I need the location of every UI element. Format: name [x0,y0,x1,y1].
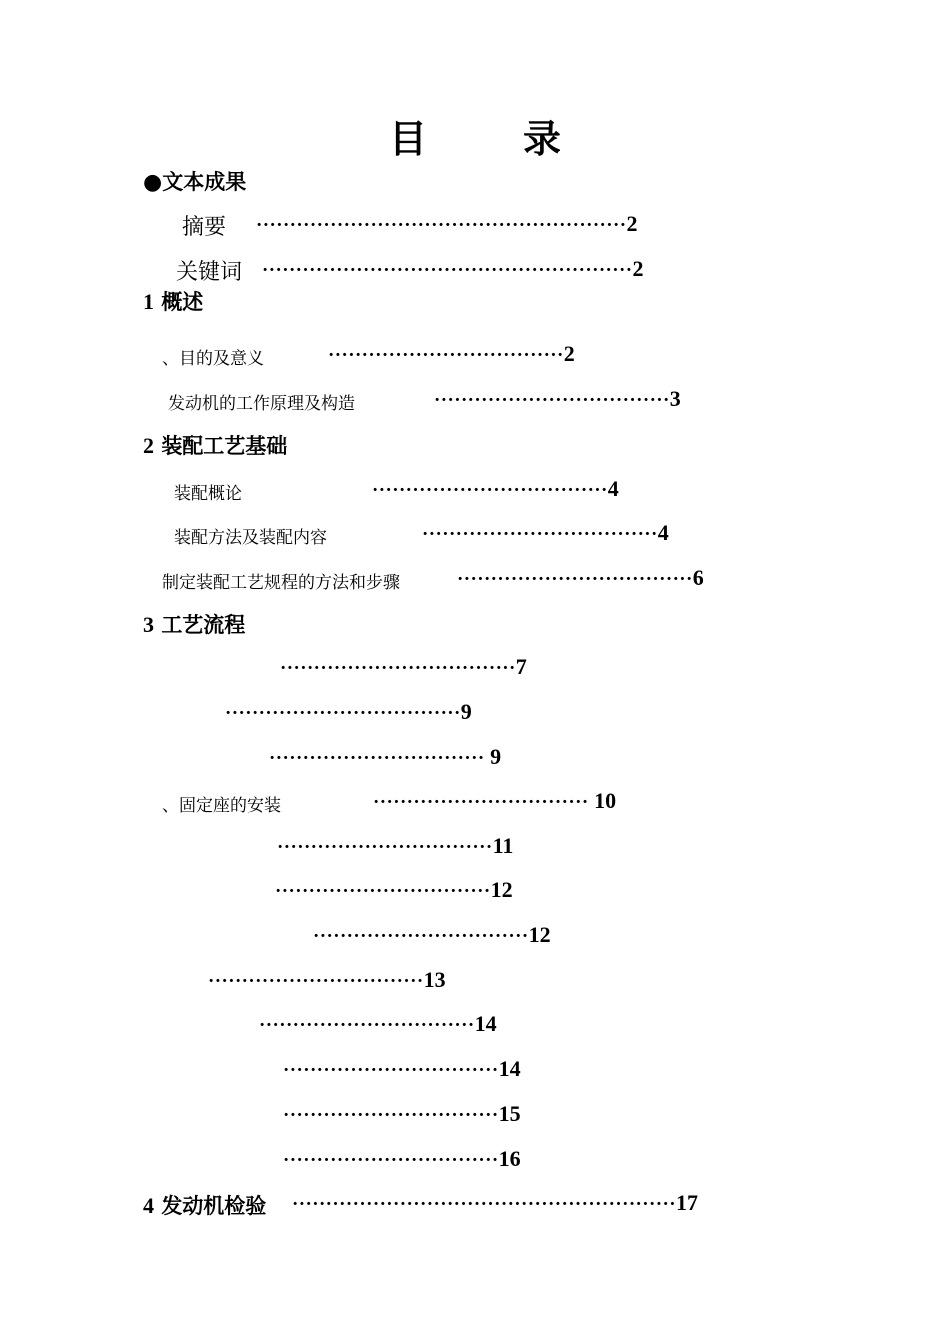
page-number: 7 [515,654,527,679]
leader-dots: ··································· [434,390,670,411]
page-number: 17 [675,1190,698,1215]
toc-leader-abstract [256,211,638,237]
section-label: 工艺流程 [161,613,246,637]
section-label: 装配工艺基础 [161,434,288,458]
page-number: 6 [692,565,704,590]
section-number: 3 [143,612,154,637]
toc-leader-assembly-intro [372,476,619,502]
page-number: 16 [498,1146,521,1171]
toc-leader-purpose [328,341,575,367]
page-number: 3 [669,386,681,411]
toc-leader-flow8 [208,967,446,993]
toc-leader-keywords [262,256,644,282]
text-results-heading [143,166,246,196]
section-number: 1 [143,289,154,314]
page-number: 15 [498,1101,521,1126]
page-number: 10 [588,788,617,813]
section-number: 4 [143,1193,154,1218]
toc-leader-flow10 [283,1056,521,1082]
section-1-heading [143,286,203,316]
toc-leader-flow3 [269,744,501,770]
toc-label-keywords: 关键词 [176,260,243,285]
leader-dots: ··································· [280,658,516,679]
text-results-label: 文本成果 [162,170,247,194]
toc-leader-flow2 [225,699,472,725]
leader-dots: ························································· [292,1194,676,1215]
leader-dots: ······················································· [262,260,633,281]
page-number: 11 [492,833,514,858]
page-number: 2 [563,341,575,366]
title-char-2: 录 [523,117,562,161]
leader-dots: ······················································· [256,215,627,236]
toc-leader-flow6 [275,877,513,903]
page-number: 2 [632,256,644,281]
section-3-heading [143,609,245,639]
section-number: 2 [143,433,154,458]
page-number: 4 [607,476,619,501]
page-number: 12 [528,922,551,947]
toc-leader-assembly-methods [422,520,669,546]
toc-leader-flow7 [313,922,551,948]
leader-dots: ································ [208,971,424,992]
toc-label-base-install: 、固定座的安装 [162,796,281,816]
toc-label-assembly-methods: 装配方法及装配内容 [174,528,327,548]
toc-leader-flow9 [259,1011,497,1037]
title-char-1: 目 [388,117,427,161]
toc-label-principle: 发动机的工作原理及构造 [168,394,355,414]
section-4-heading [143,1190,266,1220]
bullet-icon: ● [143,170,163,195]
section-label: 发动机检验 [161,1194,267,1218]
leader-dots: ································ [283,1150,499,1171]
leader-dots: ··································· [457,569,693,590]
section-2-heading [143,430,287,460]
page-number: 9 [484,744,502,769]
page-number: 14 [474,1011,497,1036]
leader-dots: ··································· [422,524,658,545]
leader-dots: ··································· [225,703,461,724]
page-number: 12 [490,877,513,902]
toc-label-purpose: 、目的及意义 [162,349,264,369]
leader-dots: ································ [313,926,529,947]
section-label: 概述 [161,290,204,314]
leader-dots: ································ [259,1015,475,1036]
page-title [0,108,950,163]
page-number: 13 [423,967,446,992]
toc-leader-inspection [292,1190,698,1216]
leader-dots: ································ [269,748,485,769]
leader-dots: ································ [277,837,493,858]
page-number: 14 [498,1056,521,1081]
leader-dots: ··································· [372,480,608,501]
toc-leader-base-install [373,788,616,814]
leader-dots: ··································· [328,345,564,366]
toc-label-assembly-rules: 制定装配工艺规程的方法和步骤 [162,573,400,593]
leader-dots: ································ [275,881,491,902]
toc-leader-principle [434,386,681,412]
leader-dots: ································ [283,1105,499,1126]
page-number: 2 [626,211,638,236]
toc-leader-flow11 [283,1101,521,1127]
toc-leader-assembly-rules [457,565,704,591]
toc-leader-flow12 [283,1146,521,1172]
toc-label-assembly-intro: 装配概论 [174,484,242,504]
leader-dots: ································ [373,792,589,813]
toc-label-abstract: 摘要 [182,215,227,240]
toc-leader-flow1 [280,654,527,680]
page-number: 4 [657,520,669,545]
page-number: 9 [460,699,472,724]
toc-leader-flow5 [277,833,513,859]
leader-dots: ································ [283,1060,499,1081]
